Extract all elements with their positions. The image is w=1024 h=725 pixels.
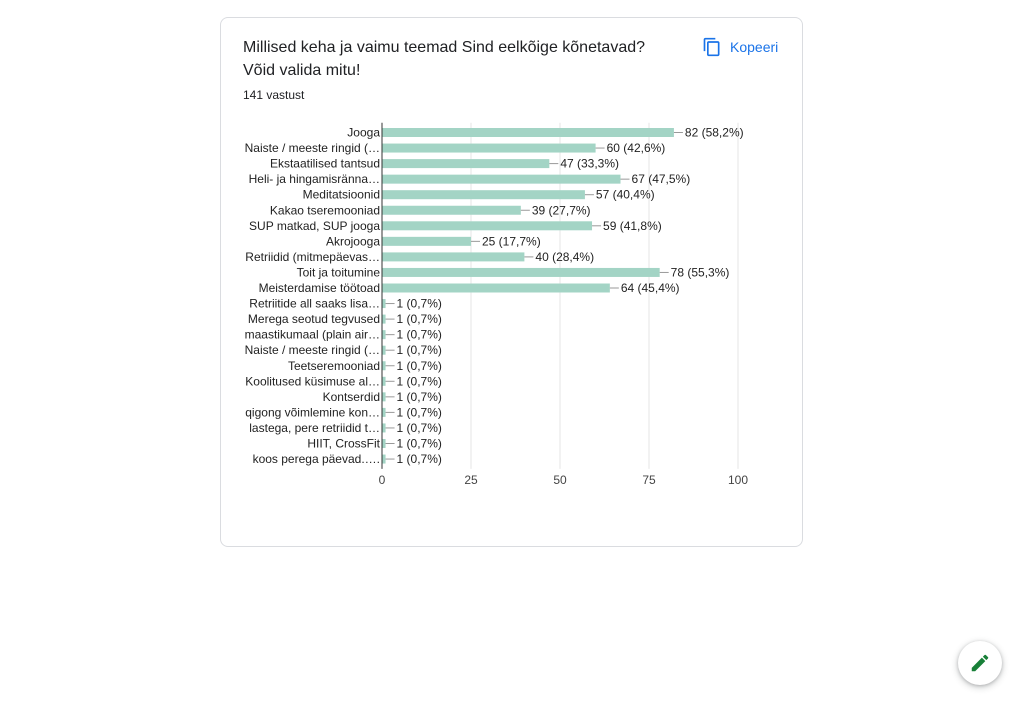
data-label: 1 (0,7%) [396,343,442,358]
bar [382,175,621,184]
category-label: Meisterdamise töötoad [258,281,380,295]
question-title: Millised keha ja vaimu teemad Sind eelkõige kõnetavad? Võid valida mitu! [243,39,646,79]
category-label: Merega seotud tegvused [247,312,380,327]
data-label: 1 (0,7%) [396,327,442,342]
data-label: 1 (0,7%) [396,296,442,311]
bar [382,346,386,355]
edit-fab-button[interactable] [958,641,1002,685]
bar [382,299,386,308]
data-label: 78 (55,3%) [670,265,730,280]
data-label: 1 (0,7%) [396,405,442,420]
x-tick-label: 0 [378,473,386,487]
category-label: SUP matkad, SUP jooga [249,218,380,233]
bar [382,392,386,401]
data-label: 60 (42,6%) [606,141,666,156]
category-label: Koolitused küsimuse al… [245,374,380,389]
category-label: Ekstaatilised tantsud [269,156,380,171]
category-label: Toit ja toitumine [296,265,380,280]
category-label: Naiste / meeste ringid (… [244,343,380,358]
category-label: Retriidid (mitmepäevas… [245,249,380,264]
bar [382,330,386,339]
data-label: 39 (27,7%) [531,203,591,218]
bar [382,361,386,370]
data-label: 67 (47,5%) [631,172,691,187]
bar-chart [221,18,802,488]
category-label: HIIT, CrossFit [307,436,380,451]
bar [382,190,585,199]
x-tick-label: 50 [553,473,567,487]
data-label: 82 (58,2%) [684,125,744,140]
category-label: Retriitide all saaks lisa… [249,296,380,311]
data-label: 59 (41,8%) [603,218,662,233]
category-label: Heli- ja hingamisränna… [248,172,380,187]
category-label: lastega, pere retriidid t… [249,420,380,435]
category-label: Jooga [347,125,380,140]
data-label: 1 (0,7%) [396,358,442,373]
bar [382,206,521,215]
data-label: 1 (0,7%) [396,420,442,435]
data-label: 1 (0,7%) [396,436,442,451]
category-label: koos perega päevad.…. [252,452,380,467]
bar [382,268,660,277]
data-label: 1 (0,7%) [396,374,442,389]
bar [382,144,596,153]
category-label: qigong võimlemine kon… [245,405,380,420]
bar [382,439,386,448]
bar [382,128,674,137]
data-label: 1 (0,7%) [396,452,442,467]
category-label: Akrojooga [325,234,380,249]
bar [382,315,386,324]
category-label: Meditatsioonid [302,187,380,202]
bar [382,221,592,230]
data-label: 1 (0,7%) [396,312,442,327]
question-card [220,17,803,547]
category-label: Kontserdid [322,389,380,404]
data-label: 1 (0,7%) [396,389,442,404]
data-label: 57 (40,4%) [595,187,655,202]
bar [382,252,524,261]
copy-button-label: Kopeeri [730,39,779,55]
bar [382,284,610,293]
data-label: 25 (17,7%) [482,234,541,249]
bar [382,159,549,168]
response-count: 141 vastust [243,88,305,102]
data-label: 64 (45,4%) [620,281,680,295]
bar [382,455,386,464]
pencil-icon [969,652,991,674]
data-label: 47 (33,3%) [560,156,620,171]
bar [382,408,386,417]
category-label: Naiste / meeste ringid (… [244,141,380,156]
bar [382,377,386,386]
data-label: 40 (28,4%) [535,249,595,264]
category-label: Teetseremooniad [287,358,380,373]
x-tick-label: 25 [464,473,478,487]
bar [382,237,471,246]
category-label: Kakao tseremooniad [269,203,380,218]
category-label: maastikumaal (plain air… [244,327,380,342]
x-tick-label: 100 [727,473,749,487]
bar [382,423,386,432]
x-tick-label: 75 [642,473,656,487]
